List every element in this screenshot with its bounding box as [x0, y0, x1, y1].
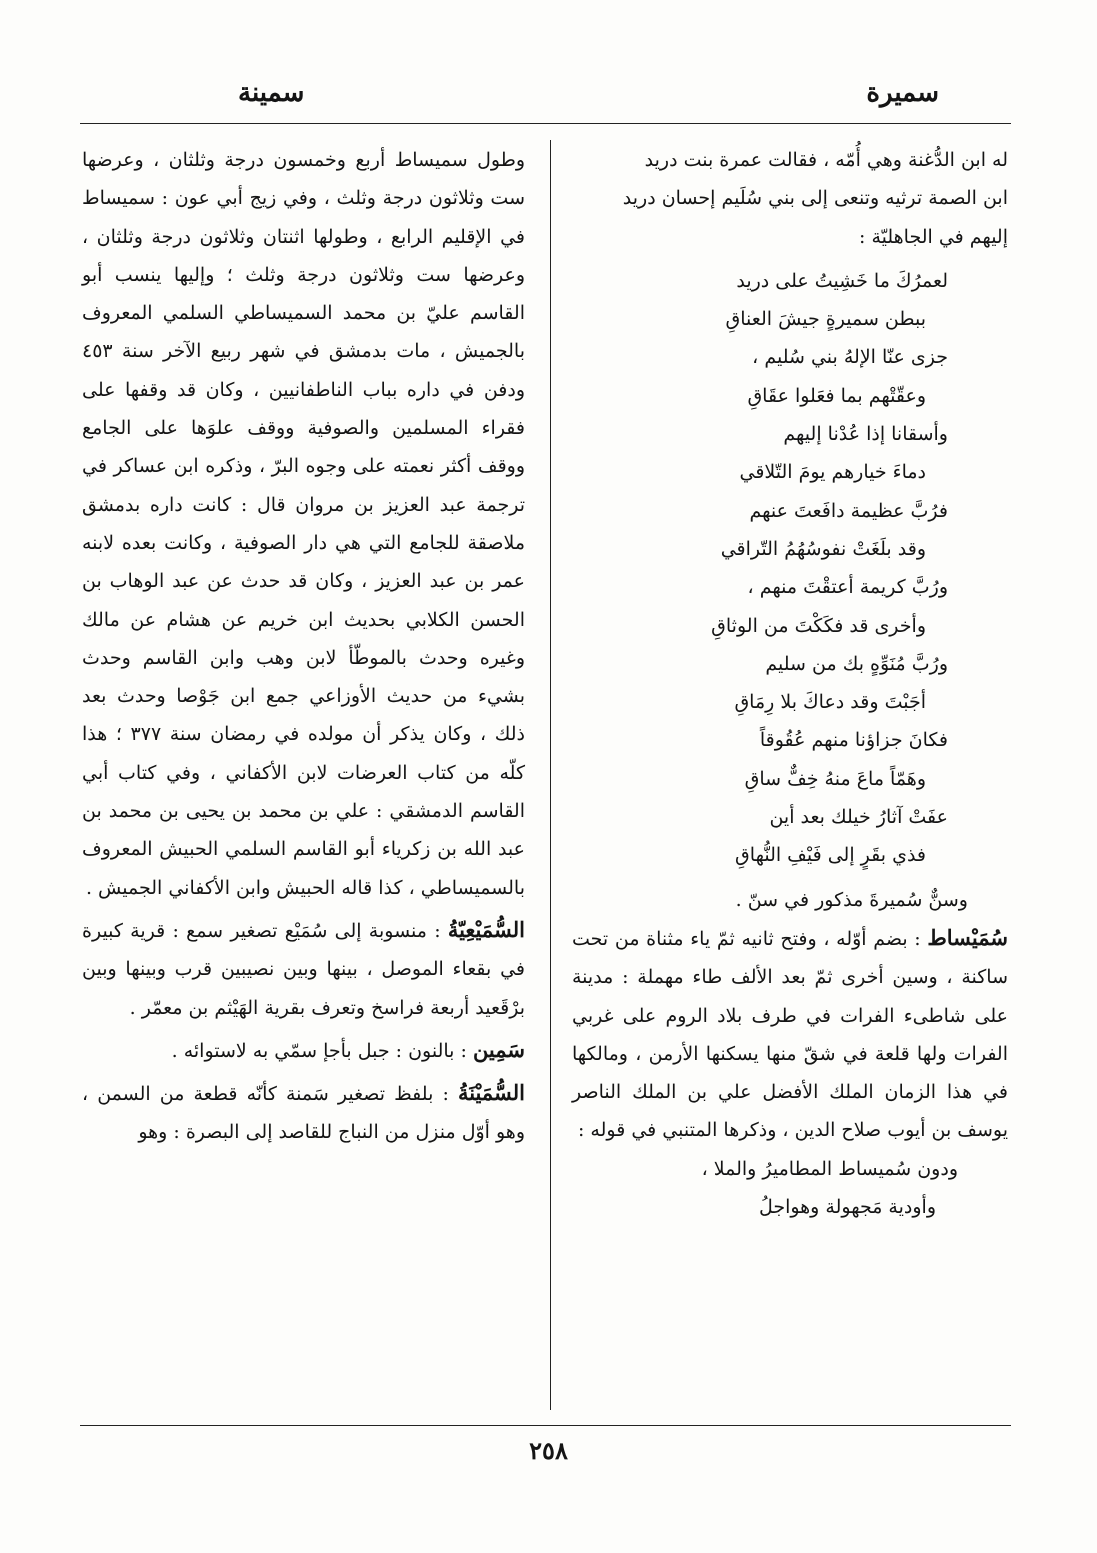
poem-line: وأسقانا إذا عُدْنا إليهم [783, 423, 948, 446]
headword: السُّمَيْعِيّةُ [447, 916, 525, 942]
entry-sumaiiya [82, 911, 525, 1027]
poem-line: وعقّتْهم بما فعَلوا عقَاقِ [747, 384, 926, 407]
footer-rule [80, 1425, 1011, 1426]
intro-line: ابن الصمة ترثيه وتنعى إلى بني سُلَيم إحسان دريد [622, 187, 1008, 210]
poem-line: لعمرُكَ ما خَشِيتُ على دريد [736, 269, 948, 292]
header-rule [80, 123, 1011, 124]
poem [572, 256, 1008, 881]
poem-line: دماءَ خيارهم يومَ التّلاقي [739, 461, 926, 484]
poem-line: ببطن سميرةٍ جيشَ العناقِ [725, 308, 926, 331]
intro-line: له ابن الدُّغنة وهي أُمّه ، فقالت عمرة بنت دريد [644, 149, 1008, 171]
poem-line: فكانَ جزاؤنا منهم عُقُوقاً [759, 729, 948, 752]
poem-line: وأخرى قد فكَكْتَ من الوثاقِ [711, 614, 926, 637]
poem-line: عفَتْ آثارُ خيلك بعد أين [769, 806, 948, 829]
poem-samisat [572, 1150, 1008, 1227]
entry-samin [82, 1031, 525, 1070]
poem-line: ورُبَّ كريمة أعتقْتَ منهم ، [747, 576, 948, 599]
entry-text: : منسوبة إلى سُمَيْع تصغير سمع : قرية كبيرة في بقعاء الموصل ، بينها وبين نصيبين قرب وبينها وبين برْقَعيد أربعة فراسخ وتعرف بقرية الهَيْثم بن معمّر . [82, 919, 525, 1019]
entry-sumaina [82, 1074, 525, 1152]
entry-text: : بالنون : جبل بأجإ سمّي به لاستوائه . [171, 1039, 473, 1062]
entry-continuation: وطول سميساط أربع وخمسون درجة وثلثان ، وعرضها ست وثلاثون درجة وثلث ، وفي زيج أبي عون : سميساط في الإقليم الرابع ، وطولها اثنتان وثلاثون درجة وثلثان ، وعرضها ست وثلاثون درجة وثلث ؛ وإليها ينسب أبو القاسم عليّ بن محمد السميساطي السلمي المعروف بالجميش ، مات بدمشق في شهر ربيع الآخر سنة ٤٥٣ ودفن في داره بباب الناطفانيين ، وكان قد وقفها على فقراء المسلمين والصوفية ووقف علوَها على الجامع ووقف أكثر نعمته على وجوه البرّ ، وذكره ابن عساكر في ترجمة عبد العزيز بن مروان قال : كانت داره بدمشق ملاصقة للجامع التي هي دار الصوفية ، وكانت بعده لابنه عمر بن عبد العزيز ، وكان قد حدث عن عبد الوهاب بن الحسن الكلابي بحديث ابن خريم عن هشام عن مالك وغيره وحدث بالموطّأ لابن وهب وابن القاسم وحدث بشيء من حديث الأوزاعي جمع ابن جَوْصا وحدث بعد ذلك ، وكان يذكر أن مولده في رمضان سنة ٣٧٧ ؛ هذا كلّه من كتاب العرضات لابن الأكفاني ، وفي كتاب أبي القاسم الدمشقي : علي بن محمد بن يحيى بن محمد بن عبد الله بن زكرياء أبو القاسم السلمي الحبيش المعروف بالسميساطي ، كذا قاله الحبيش وابن الأكفاني الجميش . [82, 149, 526, 899]
running-header-left: سمينة [238, 78, 305, 108]
intro-line: إليهم في الجاهليّة : [859, 225, 1008, 248]
headword: سُمَيْساط [927, 924, 1008, 950]
entry-text: : بلفظ تصغير سَمنة كأنّه قطعة من السمن ، وهو أوّل منزل من النباج للقاصد إلى البصرة : وهو [82, 1083, 525, 1144]
column-divider [550, 140, 551, 1410]
entry-text: : بضم أوّله ، وفتح ثانيه ثمّ ياء مثناة من تحت ساكنة ، وسين أخرى ثمّ بعد الألف طاء مهملة : مدينة على شاطىء الفرات في طرف بلاد الروم على غربي الفرات ولها قلعة في شقّ منها يسكنها الأرمن ، ومالكها في هذا الزمان الملك الأفضل علي بن الملك الناصر يوسف بن أيوب صلاح الدين ، وذكرها المتنبي في قوله : [572, 927, 1008, 1142]
after-poem-line: وسنٌّ سُميرةَ مذكور في سنّ . [735, 888, 968, 911]
poem-line: وهَمّاً ماعَ منهُ خِفٌّ ساقِ [744, 767, 926, 790]
page-number: ٢٥٨ [529, 1436, 568, 1465]
headword: السُّمَيْنَةُ [457, 1080, 525, 1106]
headword: سَمِين [472, 1036, 525, 1062]
right-column [572, 141, 1008, 1226]
poem-line: فذي بقَرٍ إلى فَيْفِ النُّهاقِ [735, 844, 926, 867]
poem-line: وأودية مَجهولة وهواجلُ [758, 1196, 936, 1219]
poem-line: وقد بلَغَتْ نفوسُهُمُ التّراقي [720, 537, 926, 560]
left-column [82, 141, 525, 1152]
poem-line: جزى عنّا الإلهُ بني سُليم ، [752, 346, 948, 369]
entry-samisat [572, 919, 1008, 1150]
poem-line: ورُبَّ مُنَوِّهٍ بك من سليم [765, 652, 948, 675]
poem-line: فرُبَّ عظيمة دافَعتَ عنهم [749, 499, 948, 522]
poem-line: أجَبْتَ وقد دعاكَ بلا رِمَاقِ [734, 691, 926, 714]
poem-line: ودون سُميساط المطاميرُ والملا ، [701, 1157, 958, 1180]
running-header-right: سميرة [866, 78, 939, 108]
